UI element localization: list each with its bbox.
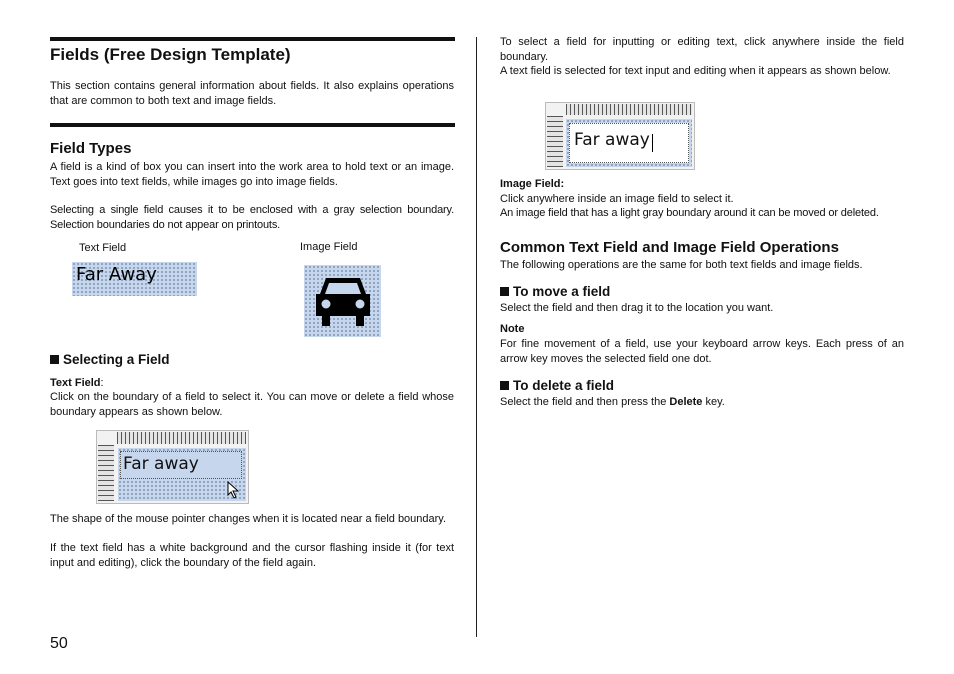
selecting-paragraph-2: The shape of the mouse pointer changes when it is located near a field boundary. [50, 513, 447, 525]
square-bullet-icon [500, 381, 509, 390]
mouse-pointer-icon [227, 481, 241, 499]
selecting-paragraph-1: Click on the boundary of a field to select it. You can move or delete a field whose boundary appears as shown below. [50, 391, 454, 418]
delete-text: Select the field and then press the Delete key. [500, 396, 725, 408]
edit-field-white-area [569, 123, 689, 163]
selected-field-sample-text: Far away [123, 454, 199, 474]
edit-text-field[interactable] [566, 119, 692, 167]
selected-field-screenshot [96, 430, 249, 504]
image-field-caption: Image Field [300, 241, 358, 253]
move-text: Select the field and then drag it to the location you want. [500, 302, 774, 314]
vertical-ruler [547, 116, 563, 167]
car-icon [312, 274, 374, 330]
text-field-example [72, 262, 197, 296]
edit-mode-screenshot [545, 102, 695, 170]
horizontal-ruler [117, 432, 246, 444]
field-types-heading: Field Types [50, 140, 132, 157]
note-label: Note [500, 323, 525, 335]
horizontal-ruler [566, 104, 692, 115]
selecting-paragraph-3: If the text field has a white background and the cursor flashing inside it (for text input and editing), click the boundary of the field again. [50, 542, 454, 569]
text-field-caption: Text Field [79, 242, 127, 254]
right-paragraph-1: To select a field for inputting or editing text, click anywhere inside the field boundary. [500, 36, 904, 63]
selecting-heading: Selecting a Field [50, 352, 170, 367]
edit-field-sample-text: Far away [574, 130, 650, 150]
section-rule [50, 123, 455, 127]
common-ops-intro: The following operations are the same for both text fields and image fields. [500, 259, 863, 271]
image-field-line-2: An image field that has a light gray boundary around it can be moved or deleted. [500, 207, 879, 219]
field-types-paragraph-1: A field is a kind of box you can insert into the work area to hold text or an image. Text goes into text fields, while images go into image fields. [50, 161, 454, 188]
note-text: For fine movement of a field, use your keyboard arrow keys. Each press of an arrow key moves the selected field one dot. [500, 338, 904, 365]
text-field-sample-text: Far Away [76, 264, 157, 285]
common-ops-heading: Common Text Field and Image Field Operations [500, 239, 839, 256]
image-field-example [304, 265, 381, 337]
delete-key-label: Delete [669, 396, 703, 408]
move-heading: To move a field [500, 284, 610, 299]
delete-heading: To delete a field [500, 378, 614, 393]
right-paragraph-2: A text field is selected for text input and editing when it appears as shown below. [500, 65, 891, 77]
page-title: Fields (Free Design Template) [50, 45, 291, 64]
square-bullet-icon [500, 287, 509, 296]
image-field-line-1: Click anywhere inside an image field to select it. [500, 193, 734, 205]
text-field-label: Text Field: [50, 377, 104, 389]
page-number: 50 [50, 635, 68, 652]
vertical-ruler [98, 445, 114, 501]
text-cursor [652, 134, 653, 152]
title-rule [50, 37, 455, 41]
intro-paragraph: This section contains general information about fields. It also explains operations that are common to both text and image fields. [50, 80, 454, 107]
column-divider [476, 37, 477, 637]
image-field-label: Image Field: [500, 178, 565, 190]
square-bullet-icon [50, 355, 59, 364]
field-types-paragraph-2: Selecting a single field causes it to be enclosed with a gray selection boundary. Selection boundaries do not appear on printouts. [50, 204, 454, 231]
